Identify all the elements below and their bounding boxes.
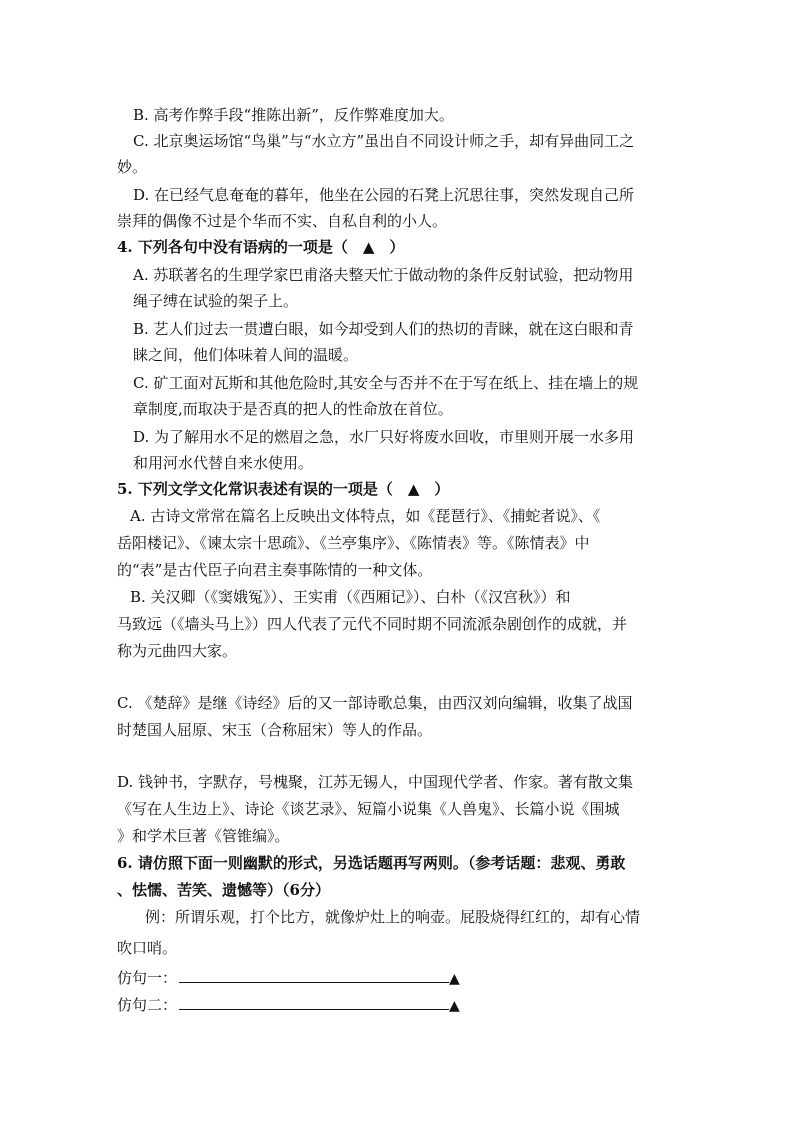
q4-option-d-line2: 和用河水代替自来水使用。 xyxy=(133,454,314,472)
q5-option-b-line2: 马致远（《墙头马上》）四人代表了元代不同时期不同流派杂剧创作的成就，并 xyxy=(117,615,628,633)
q3-option-c-line2: 妙。 xyxy=(117,158,148,176)
q5-option-a-line3: 的“表”是古代臣子向君主奏事陈情的一种文体。 xyxy=(117,561,433,579)
imitation-row-1 xyxy=(117,966,460,990)
imitation-1-answer-blank[interactable] xyxy=(179,966,449,983)
q4-option-b-line1: B. 艺人们过去一贯遭白眼，如今却受到人们的热切的青睐，就在这白眼和青 xyxy=(133,320,634,338)
q3-option-c-line1: C. 北京奥运场馆“鸟巢”与“水立方”虽出自不同设计师之手，却有异曲同工之 xyxy=(133,132,635,150)
q5-option-a-line2: 岳阳楼记》、《谏太宗十思疏》、《兰亭集序》、《陈情表》等。《陈情表》中 xyxy=(117,534,590,552)
q5-option-a-line1: A. 古诗文常常在篇名上反映出文体特点，如《琵琶行》、《捕蛇者说》、《 xyxy=(130,507,601,525)
q6-example-line2: 吹口哨。 xyxy=(117,939,178,957)
q4-option-b-line2: 睐之间，他们体味着人间的温暖。 xyxy=(133,346,359,364)
q5-option-b-line3: 称为元曲四大家。 xyxy=(117,642,238,660)
q5-option-c-line2: 时楚国人屈原、宋玉（合称屈宋）等人的作品。 xyxy=(117,721,433,739)
q4-option-a-line1: A. 苏联著名的生理学家巴甫洛夫整天忙于做动物的条件反射试验，把动物用 xyxy=(133,266,634,284)
q5-option-d-line2: 《写在人生边上》、诗论《谈艺录》、短篇小说集《人兽鬼》、长篇小说《围城 xyxy=(117,800,620,818)
q6-stem-line2: 、怯懦、苦笑、遗憾等）（6分） xyxy=(117,881,330,899)
imitation-2-label: 仿句二： xyxy=(117,996,178,1014)
q5-option-b-line1: B. 关汉卿（《窦娥冤》）、王实甫（《西厢记》）、白朴（《汉宫秋》）和 xyxy=(130,588,571,606)
q6-example-line1: 例：所谓乐观，打个比方，就像炉灶上的响壶。屁股烧得红红的，却有心情 xyxy=(145,908,641,926)
q5-option-c-line1: C. 《楚辞》是继《诗经》后的又一部诗歌总集，由西汉刘向编辑，收集了战国 xyxy=(117,694,633,712)
q5-option-d-line1: D. 钱钟书，字默存，号槐聚，江苏无锡人，中国现代学者、作家。著有散文集 xyxy=(117,773,634,791)
answer-marker-triangle: ▲ xyxy=(449,971,460,987)
imitation-2-answer-blank[interactable] xyxy=(179,993,449,1010)
q4-option-c-line1: C. 矿工面对瓦斯和其他危险时,其安全与否并不在于写在纸上、挂在墙上的规 xyxy=(133,374,639,392)
q4-option-a-line2: 绳子缚在试验的架子上。 xyxy=(133,292,299,310)
q4-stem: 4. 下列各句中没有语病的一项是（ ▲ ） xyxy=(117,238,405,256)
imitation-row-2 xyxy=(117,993,460,1017)
q3-option-d-line2: 崇拜的偶像不过是个华而不实、自私自利的小人。 xyxy=(117,212,448,230)
q4-option-d-line1: D. 为了解用水不足的燃眉之急，水厂只好将废水回收，市里则开展一水多用 xyxy=(133,428,635,446)
q5-option-d-line3: 》和学术巨著《管锥编》。 xyxy=(117,827,290,845)
q5-stem: 5. 下列文学文化常识表述有误的一项是（ ▲ ） xyxy=(117,480,450,498)
answer-marker-triangle: ▲ xyxy=(449,998,460,1014)
q4-option-c-line2: 章制度,而取决于是否真的把人的性命放在首位。 xyxy=(133,400,453,418)
q6-stem-line1: 6. 请仿照下面一则幽默的形式，另选话题再写两则。（参考话题：悲观、勇敢 xyxy=(117,854,626,872)
imitation-1-label: 仿句一： xyxy=(117,969,178,987)
q3-option-b: B. 高考作弊手段“推陈出新”，反作弊难度加大。 xyxy=(133,106,454,124)
q3-option-d-line1: D. 在已经气息奄奄的暮年，他坐在公园的石凳上沉思往事，突然发现自己所 xyxy=(133,186,635,204)
